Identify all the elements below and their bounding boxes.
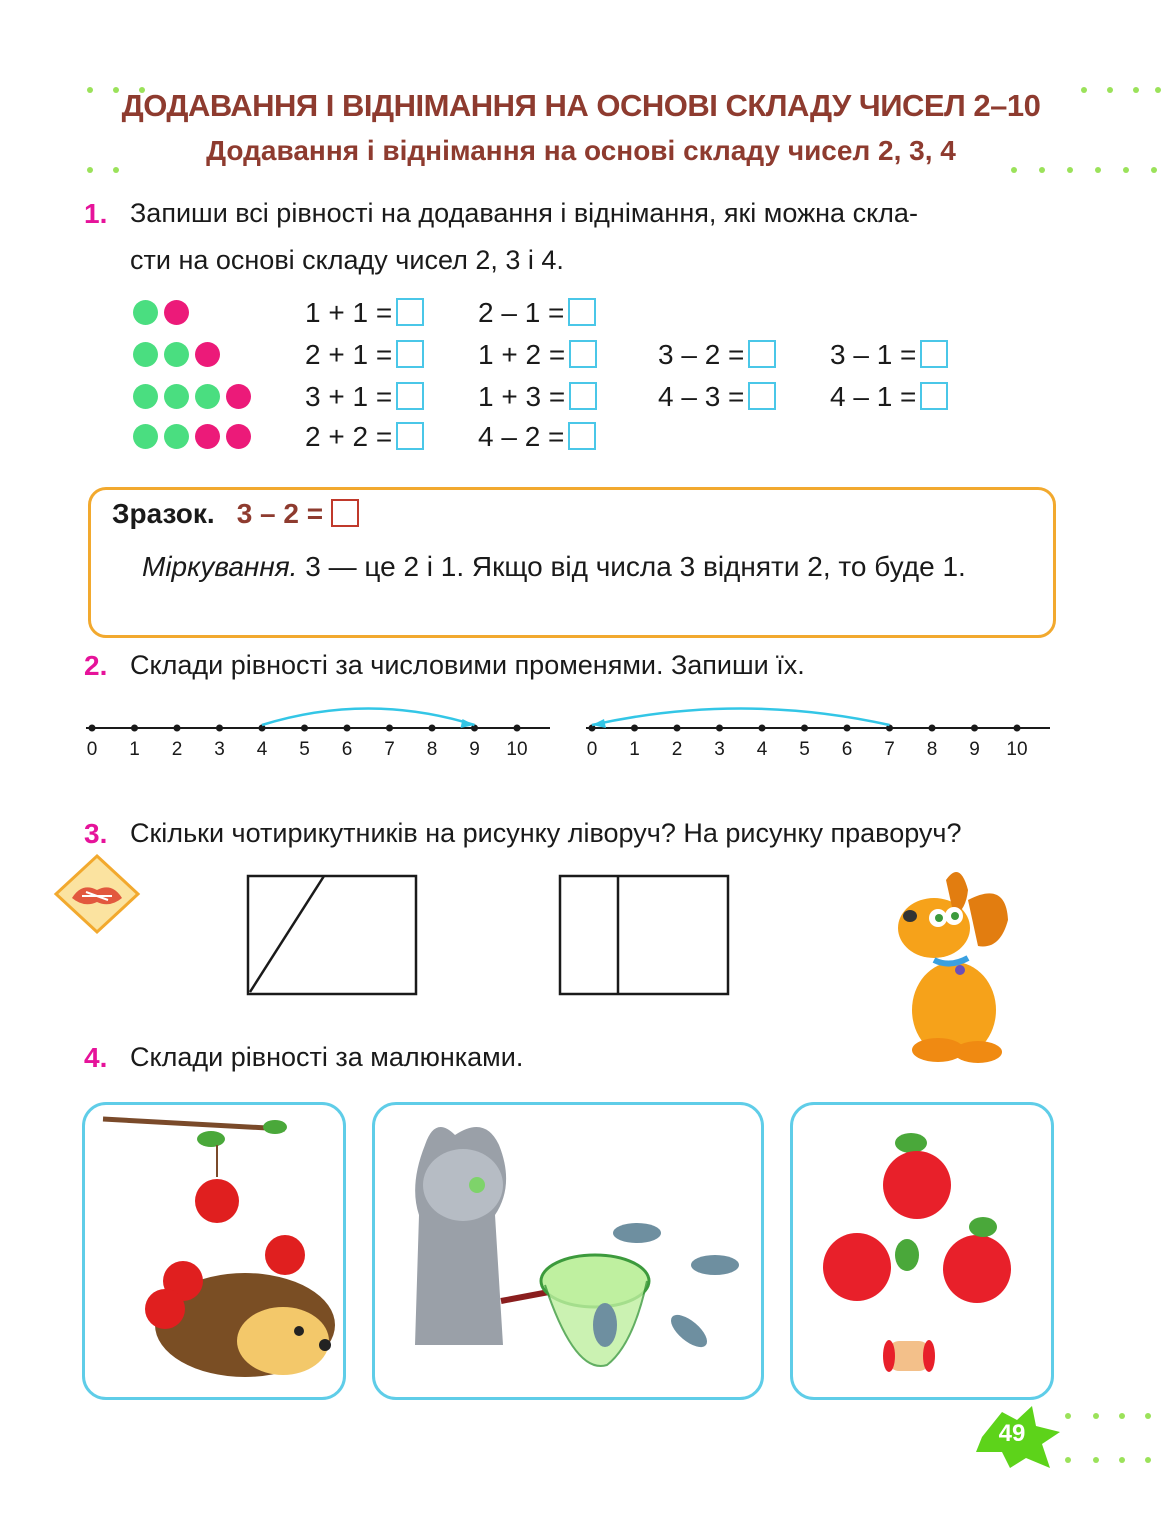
equation <box>478 338 597 372</box>
sample-reasoning <box>142 543 1022 591</box>
answer-box[interactable] <box>920 382 948 410</box>
ray-tick-label: 5 <box>299 739 310 760</box>
ray-point <box>929 725 936 732</box>
counter-dots <box>133 384 251 410</box>
ray-tick-label: 0 <box>86 739 98 760</box>
ray-tick-label: 2 <box>171 739 183 760</box>
answer-box[interactable] <box>748 382 776 410</box>
reasoning-text: 3 — це 2 і 1. Якщо від числа 3 відняти 2, то буде 1. <box>297 551 966 582</box>
equation-text: 3 – 1 = <box>830 339 917 370</box>
ray-tick-label: 5 <box>799 739 810 760</box>
sample-equation: 3 – 2 = <box>236 498 324 529</box>
ray-point <box>174 725 181 732</box>
equation <box>830 338 948 372</box>
ray-tick-label: 3 <box>714 739 725 760</box>
equation <box>305 338 424 372</box>
equation-text: 1 + 1 = <box>305 297 393 328</box>
answer-box[interactable] <box>568 298 596 326</box>
ray-tick-label: 7 <box>384 739 395 760</box>
equation <box>478 380 597 414</box>
answer-box[interactable] <box>396 422 424 450</box>
green-dot <box>133 424 158 449</box>
ray-point <box>1014 725 1021 732</box>
answer-box[interactable] <box>568 422 596 450</box>
answer-box[interactable] <box>396 382 424 410</box>
equation-text: 3 – 2 = <box>658 339 745 370</box>
equation-text: 2 – 1 = <box>478 297 565 328</box>
task-4-text: Склади рівності за малюнками. <box>130 1042 524 1072</box>
task-3-number: 3. <box>84 818 108 849</box>
sample-header <box>112 498 359 530</box>
ray-point <box>386 725 393 732</box>
pink-dot <box>195 424 220 449</box>
pink-dot <box>164 300 189 325</box>
handshake-icon <box>52 852 142 936</box>
equation <box>830 380 948 414</box>
ray-tick-label: 4 <box>756 739 768 760</box>
ray-point <box>89 725 96 732</box>
ray-arc <box>262 709 475 726</box>
figure-left-rectangle-with-line <box>246 874 418 996</box>
task-2-number: 2. <box>84 650 108 681</box>
ray-point <box>514 725 521 732</box>
ray-tick-label: 0 <box>586 739 598 760</box>
green-dot <box>164 424 189 449</box>
ray-point <box>716 725 723 732</box>
picture-card-hedgehog <box>82 1102 346 1400</box>
dog-illustration <box>888 860 1018 1070</box>
equation <box>478 420 596 454</box>
cat-fishing-illustration <box>375 1105 761 1397</box>
pink-dot <box>195 342 220 367</box>
ray-point <box>429 725 436 732</box>
equation <box>658 380 776 414</box>
ray-tick-label: 3 <box>214 739 225 760</box>
decorative-stars-bottom <box>1060 1408 1160 1468</box>
ray-point <box>801 725 808 732</box>
green-dot <box>133 384 158 409</box>
pink-dot <box>226 384 251 409</box>
ray-tick-label: 1 <box>629 739 640 760</box>
ray-point <box>301 725 308 732</box>
equation-text: 2 + 2 = <box>305 421 393 452</box>
number-ray-left <box>80 700 560 770</box>
equation-text: 4 – 2 = <box>478 421 565 452</box>
ray-tick-label: 9 <box>969 739 980 760</box>
picture-card-cat-fish <box>372 1102 764 1400</box>
ray-tick-label: 2 <box>671 739 683 760</box>
green-dot <box>195 384 220 409</box>
ray-tick-label: 6 <box>841 739 853 760</box>
sample-label: Зразок. <box>112 498 215 529</box>
ray-point <box>216 725 223 732</box>
ray-point <box>759 725 766 732</box>
task-1-text-line2: сти на основі складу чисел 2, 3 і 4. <box>130 245 564 275</box>
task-1-number: 1. <box>84 198 108 229</box>
equation-text: 2 + 1 = <box>305 339 393 370</box>
ray-tick-label: 10 <box>1006 739 1028 760</box>
equation-text: 4 – 3 = <box>658 381 745 412</box>
equation-text: 1 + 2 = <box>478 339 566 370</box>
ray-point <box>131 725 138 732</box>
task-4-number: 4. <box>84 1042 108 1073</box>
equation-text: 1 + 3 = <box>478 381 566 412</box>
ray-tick-label: 4 <box>256 739 268 760</box>
ray-point <box>971 725 978 732</box>
ray-point <box>844 725 851 732</box>
page-title: ДОДАВАННЯ І ВІДНІМАННЯ НА ОСНОВІ СКЛАДУ ЧИСЕЛ 2–10 <box>121 88 1041 123</box>
ray-tick-label: 8 <box>426 739 438 760</box>
answer-box[interactable] <box>396 340 424 368</box>
equation-text: 4 – 1 = <box>830 381 917 412</box>
green-dot <box>164 384 189 409</box>
ray-tick-label: 7 <box>884 739 895 760</box>
equation <box>658 338 776 372</box>
page-subtitle: Додавання і віднімання на основі складу чисел 2, 3, 4 <box>206 135 956 166</box>
hedgehog-apples-illustration <box>85 1105 343 1397</box>
ray-tick-label: 1 <box>129 739 140 760</box>
green-dot <box>133 300 158 325</box>
task-3-text: Скільки чотирикутників на рисунку ліворуч? На рисунку праворуч? <box>130 818 962 848</box>
figure-right-rectangle-split <box>558 874 730 996</box>
equation <box>305 420 424 454</box>
green-dot <box>164 342 189 367</box>
number-ray-right <box>580 700 1060 770</box>
answer-box[interactable] <box>920 340 948 368</box>
equation <box>305 380 424 414</box>
equation <box>478 296 596 330</box>
answer-box[interactable] <box>569 382 597 410</box>
ray-tick-label: 6 <box>341 739 353 760</box>
ray-point <box>674 725 681 732</box>
task-2-text: Склади рівності за числовими променями. Запиши їх. <box>130 650 805 680</box>
page-number: 49 <box>998 1420 1026 1447</box>
counter-dots <box>133 342 220 368</box>
ray-point <box>631 725 638 732</box>
equation <box>305 296 424 330</box>
answer-box[interactable] <box>396 298 424 326</box>
pink-dot <box>226 424 251 449</box>
counter-dots <box>133 300 189 326</box>
answer-box[interactable] <box>748 340 776 368</box>
ray-tick-label: 9 <box>469 739 480 760</box>
apples-illustration <box>793 1105 1051 1397</box>
ray-point <box>344 725 351 732</box>
ray-tick-label: 8 <box>926 739 938 760</box>
ray-tick-label: 10 <box>506 739 528 760</box>
answer-box[interactable] <box>569 340 597 368</box>
ray-arc <box>592 709 890 726</box>
answer-box[interactable] <box>331 499 359 527</box>
green-dot <box>133 342 158 367</box>
equation-text: 3 + 1 = <box>305 381 393 412</box>
reasoning-label: Міркування. <box>142 551 298 582</box>
counter-dots <box>133 424 251 450</box>
picture-card-apples <box>790 1102 1054 1400</box>
task-1-text-line1: Запиши всі рівності на додавання і віднімання, які можна скла- <box>130 198 918 228</box>
